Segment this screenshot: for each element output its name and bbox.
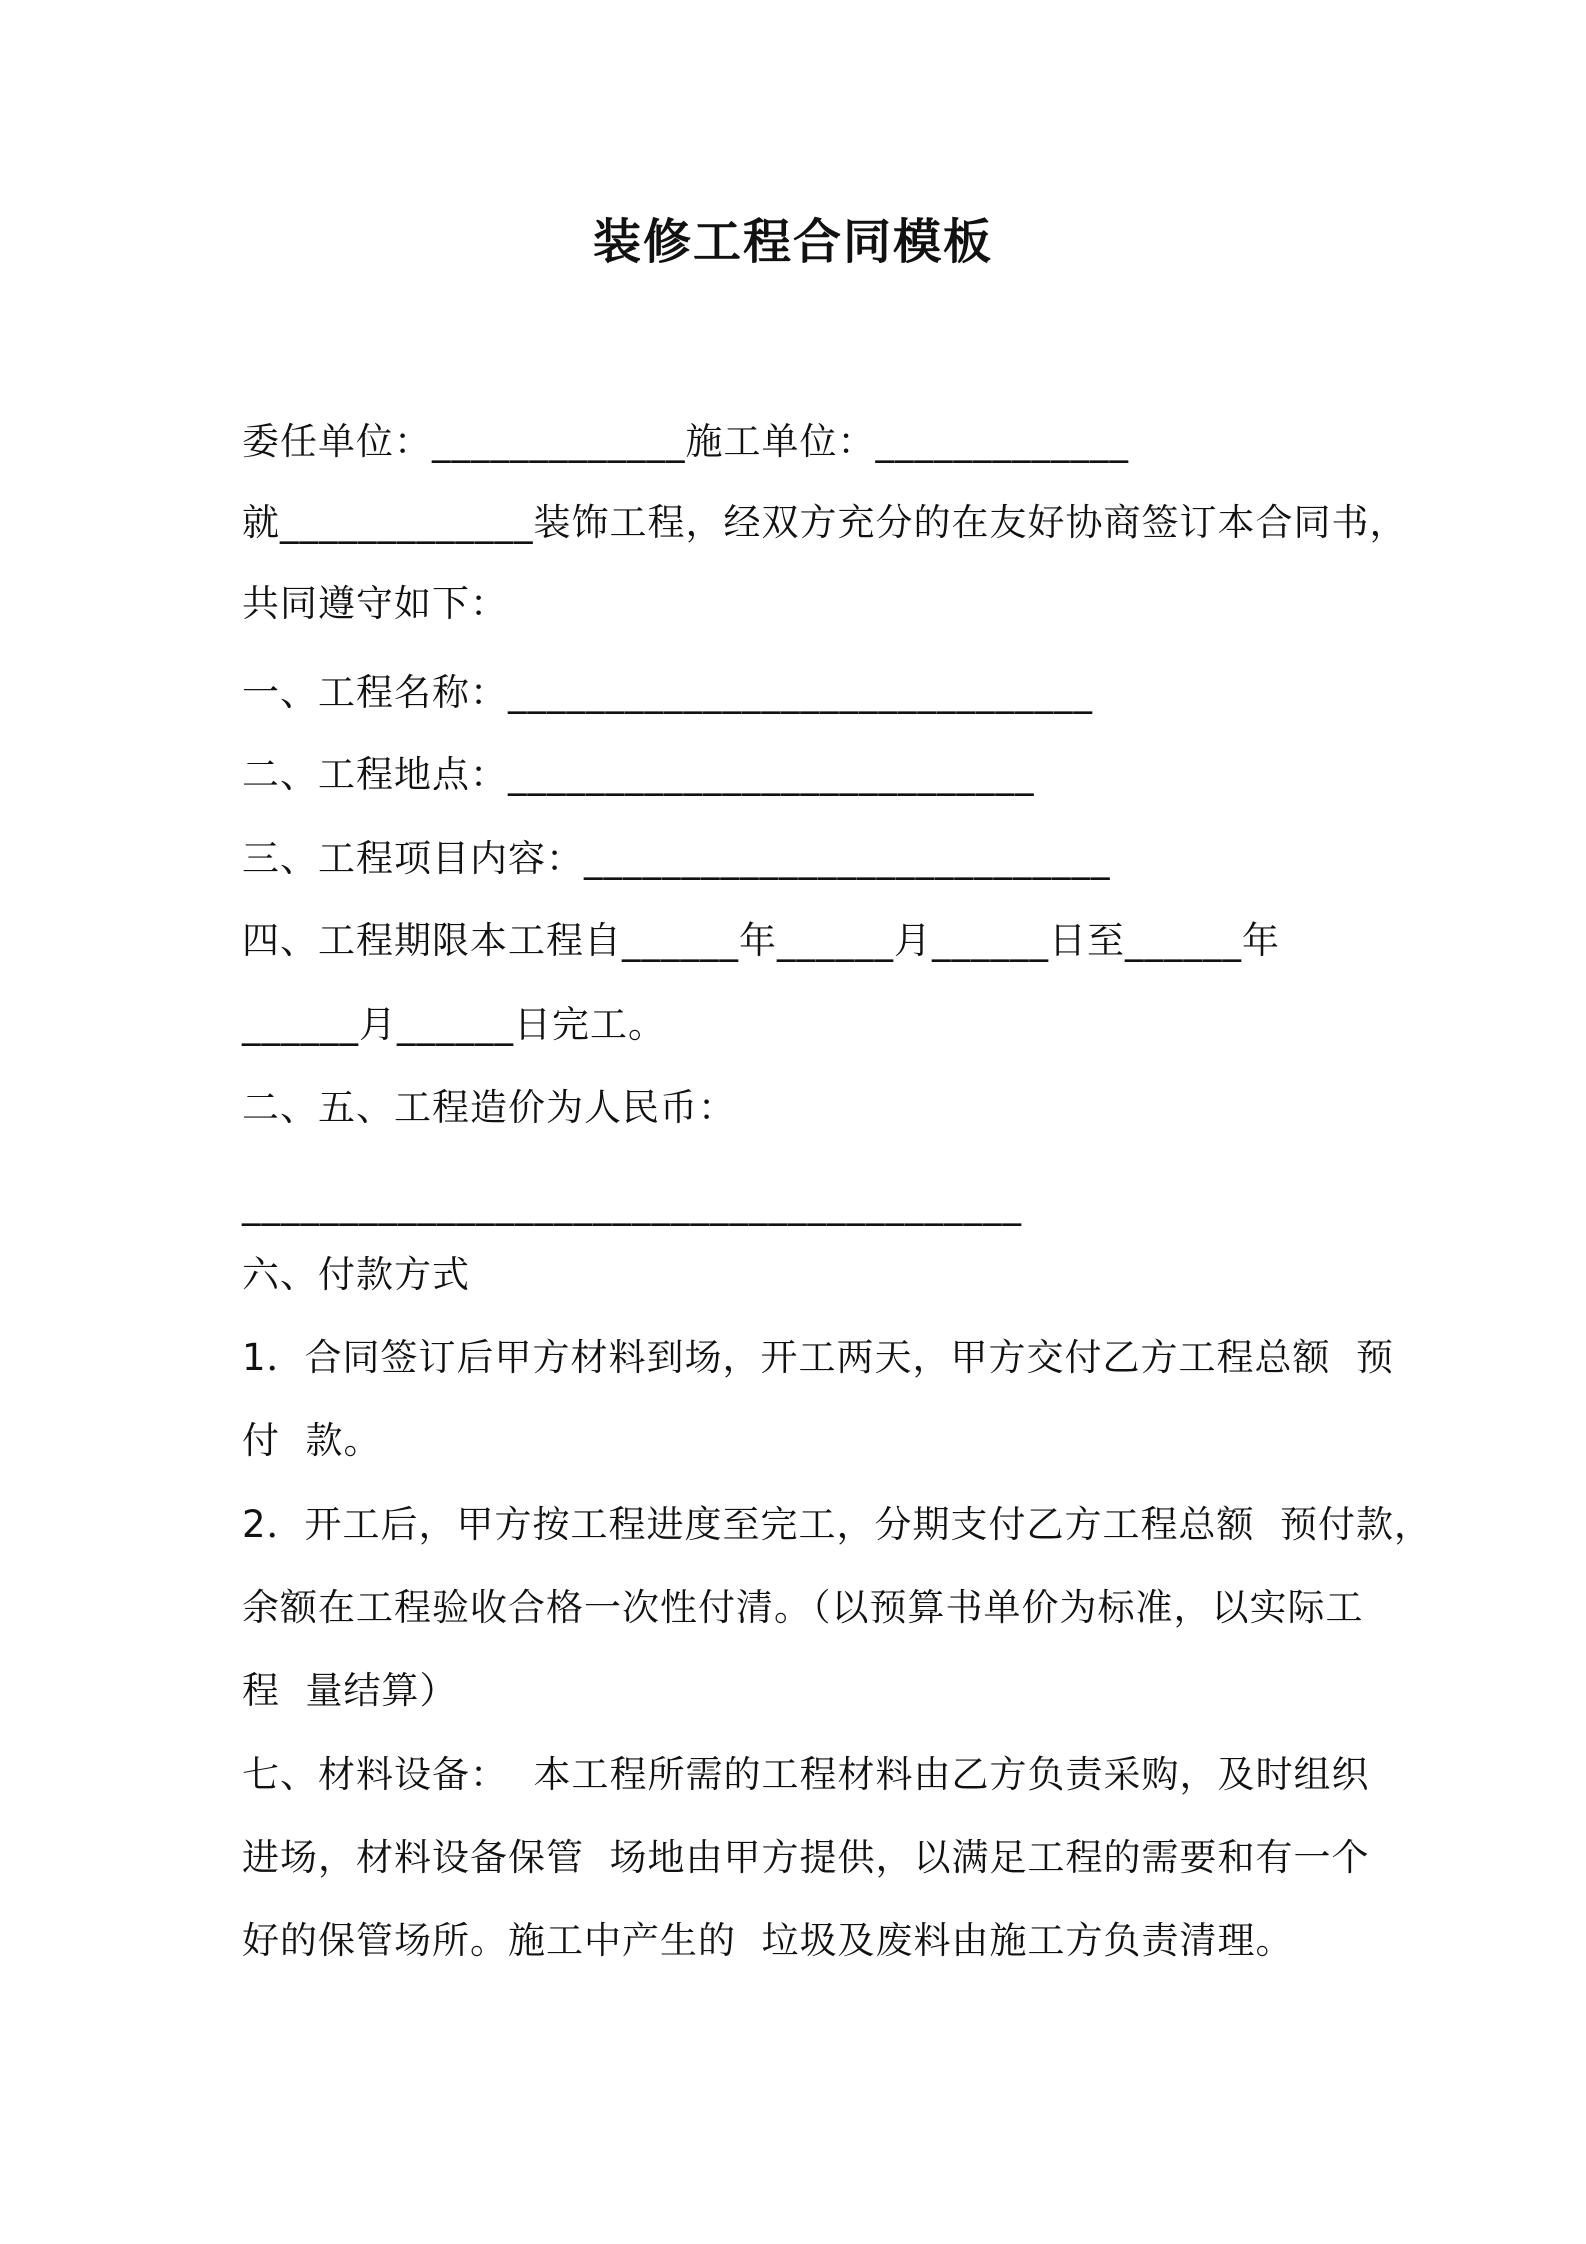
text-line: 余额在工程验收合格一次性付清。（以预算书单价为标准，以实际工 bbox=[242, 1586, 1364, 1629]
text-line: 二、五、工程造价为人民币： bbox=[242, 1086, 736, 1129]
text-line: 二、工程地点：___________________________ bbox=[242, 753, 1035, 796]
text-line: 就_____________装饰工程，经双方充分的在友好协商签订本合同书， bbox=[242, 501, 1408, 544]
text-line: 好的保管场所。施工中产生的 垃圾及废料由施工方负责清理。 bbox=[242, 1919, 1294, 1962]
text-line: 程 量结算） bbox=[242, 1669, 458, 1712]
text-line: 1．合同签订后甲方材料到场，开工两天，甲方交付乙方工程总额 预 bbox=[242, 1336, 1395, 1379]
text-line: ________________________________________ bbox=[242, 1183, 1022, 1226]
text-line: 付 款。 bbox=[242, 1419, 382, 1462]
text-line: 2．开工后，甲方按工程进度至完工，分期支付乙方工程总额 预付款， bbox=[242, 1503, 1433, 1546]
text-line: 委任单位：_____________施工单位：_____________ bbox=[242, 420, 1129, 463]
text-line: 六、付款方式 bbox=[242, 1253, 470, 1296]
text-line: 四、工程期限本工程自______年______月______日至______年 bbox=[242, 919, 1280, 962]
text-line: 一、工程名称：______________________________ bbox=[242, 671, 1093, 714]
text-line: ______月______日完工。 bbox=[242, 1003, 666, 1046]
text-line: 共同遵守如下： bbox=[242, 582, 508, 625]
text-line: 七、材料设备： 本工程所需的工程材料由乙方负责采购，及时组织 bbox=[242, 1753, 1370, 1796]
text-line: 三、工程项目内容：___________________________ bbox=[242, 837, 1111, 880]
document-title: 装修工程合同模板 bbox=[592, 214, 993, 270]
text-line: 进场，材料设备保管 场地由甲方提供，以满足工程的需要和有一个 bbox=[242, 1836, 1370, 1879]
